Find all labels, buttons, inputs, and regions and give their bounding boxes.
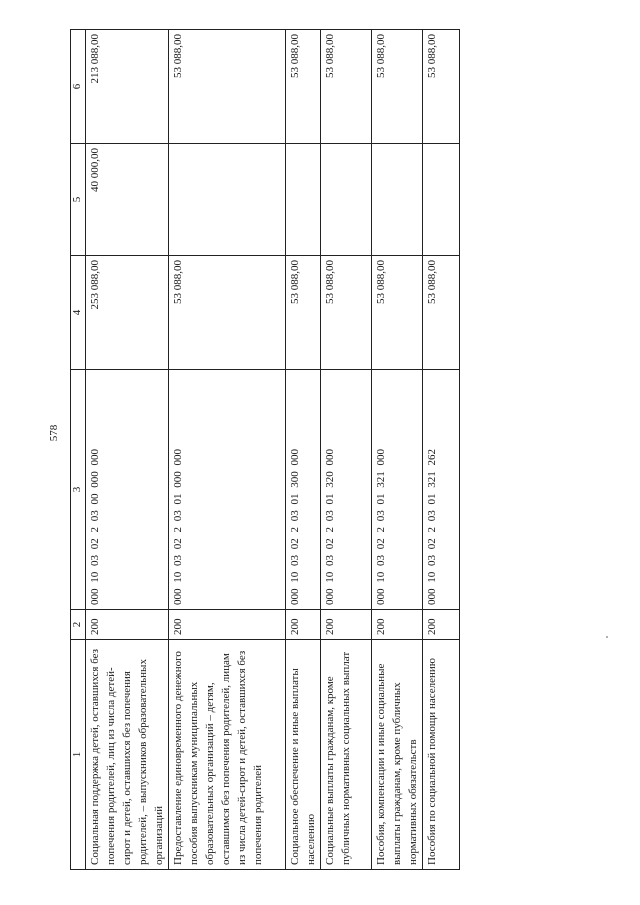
table-row: [86, 30, 169, 870]
row-col5: [372, 144, 423, 256]
row-col5: 40 000,00: [86, 144, 169, 256]
row-code3: 000 10 03 02 2 03 01 320 000: [321, 370, 372, 610]
header-col-4: 4: [71, 256, 86, 370]
header-col-6: 6: [71, 30, 86, 144]
row-col5: [286, 144, 321, 256]
budget-table: [70, 29, 460, 870]
table-row: [286, 30, 321, 870]
row-name: Пособия по социальной помощи населению: [423, 640, 460, 870]
row-code2: 200: [86, 610, 169, 640]
row-code2: 200: [169, 610, 286, 640]
row-code2: 200: [321, 610, 372, 640]
row-col5: [423, 144, 460, 256]
row-code3: 000 10 03 02 2 03 01 321 000: [372, 370, 423, 610]
row-name: Социальное обеспечение и иные выплаты населению: [286, 640, 321, 870]
row-code3: 000 10 03 02 2 03 00 000 000: [86, 370, 169, 610]
table-row: [321, 30, 372, 870]
header-col-2: 2: [71, 610, 86, 640]
row-code3: 000 10 03 02 2 03 01 300 000: [286, 370, 321, 610]
row-name: Пособия, компенсации и иные социальные выплаты гражданам, кроме публичных нормативных обязательств: [372, 640, 423, 870]
row-col4: 53 088,00: [423, 256, 460, 370]
row-col4: 253 088,00: [86, 256, 169, 370]
row-col5: [321, 144, 372, 256]
table-row: [169, 30, 286, 870]
row-col6: 53 088,00: [286, 30, 321, 144]
row-col4: 53 088,00: [169, 256, 286, 370]
row-col6: 53 088,00: [372, 30, 423, 144]
row-col5: [169, 144, 286, 256]
scan-speck: [606, 636, 608, 638]
row-col4: 53 088,00: [321, 256, 372, 370]
header-row: [71, 30, 86, 870]
row-name: Предоставление единовременного денежного пособия выпускникам муниципальных образовательных организаций – детям, оставшимся без попечения родителей, лицам из числа детей-сирот и детей, оставшихся без попечения родителей: [169, 640, 286, 870]
row-code2: 200: [423, 610, 460, 640]
header-col-3: 3: [71, 370, 86, 610]
row-name: Социальная поддержка детей, оставшихся без попечения родителей, лиц из числа детей-сирот и детей, оставшихся без попечения родителей, – выпускников образовательных организаций: [86, 640, 169, 870]
row-code2: 200: [286, 610, 321, 640]
row-col6: 53 088,00: [423, 30, 460, 144]
rotated-table-container: [70, 30, 500, 870]
row-col4: 53 088,00: [286, 256, 321, 370]
page-number: 578: [48, 424, 60, 442]
row-code3: 000 10 03 02 2 03 01 000 000: [169, 370, 286, 610]
row-col6: 213 088,00: [86, 30, 169, 144]
row-col4: 53 088,00: [372, 256, 423, 370]
row-code2: 200: [372, 610, 423, 640]
row-code3: 000 10 03 02 2 03 01 321 262: [423, 370, 460, 610]
table-row: [372, 30, 423, 870]
header-col-5: 5: [71, 144, 86, 256]
row-name: Социальные выплаты гражданам, кроме публичных нормативных социальных выплат: [321, 640, 372, 870]
table-row: [423, 30, 460, 870]
row-col6: 53 088,00: [321, 30, 372, 144]
row-col6: 53 088,00: [169, 30, 286, 144]
header-col-1: 1: [71, 640, 86, 870]
